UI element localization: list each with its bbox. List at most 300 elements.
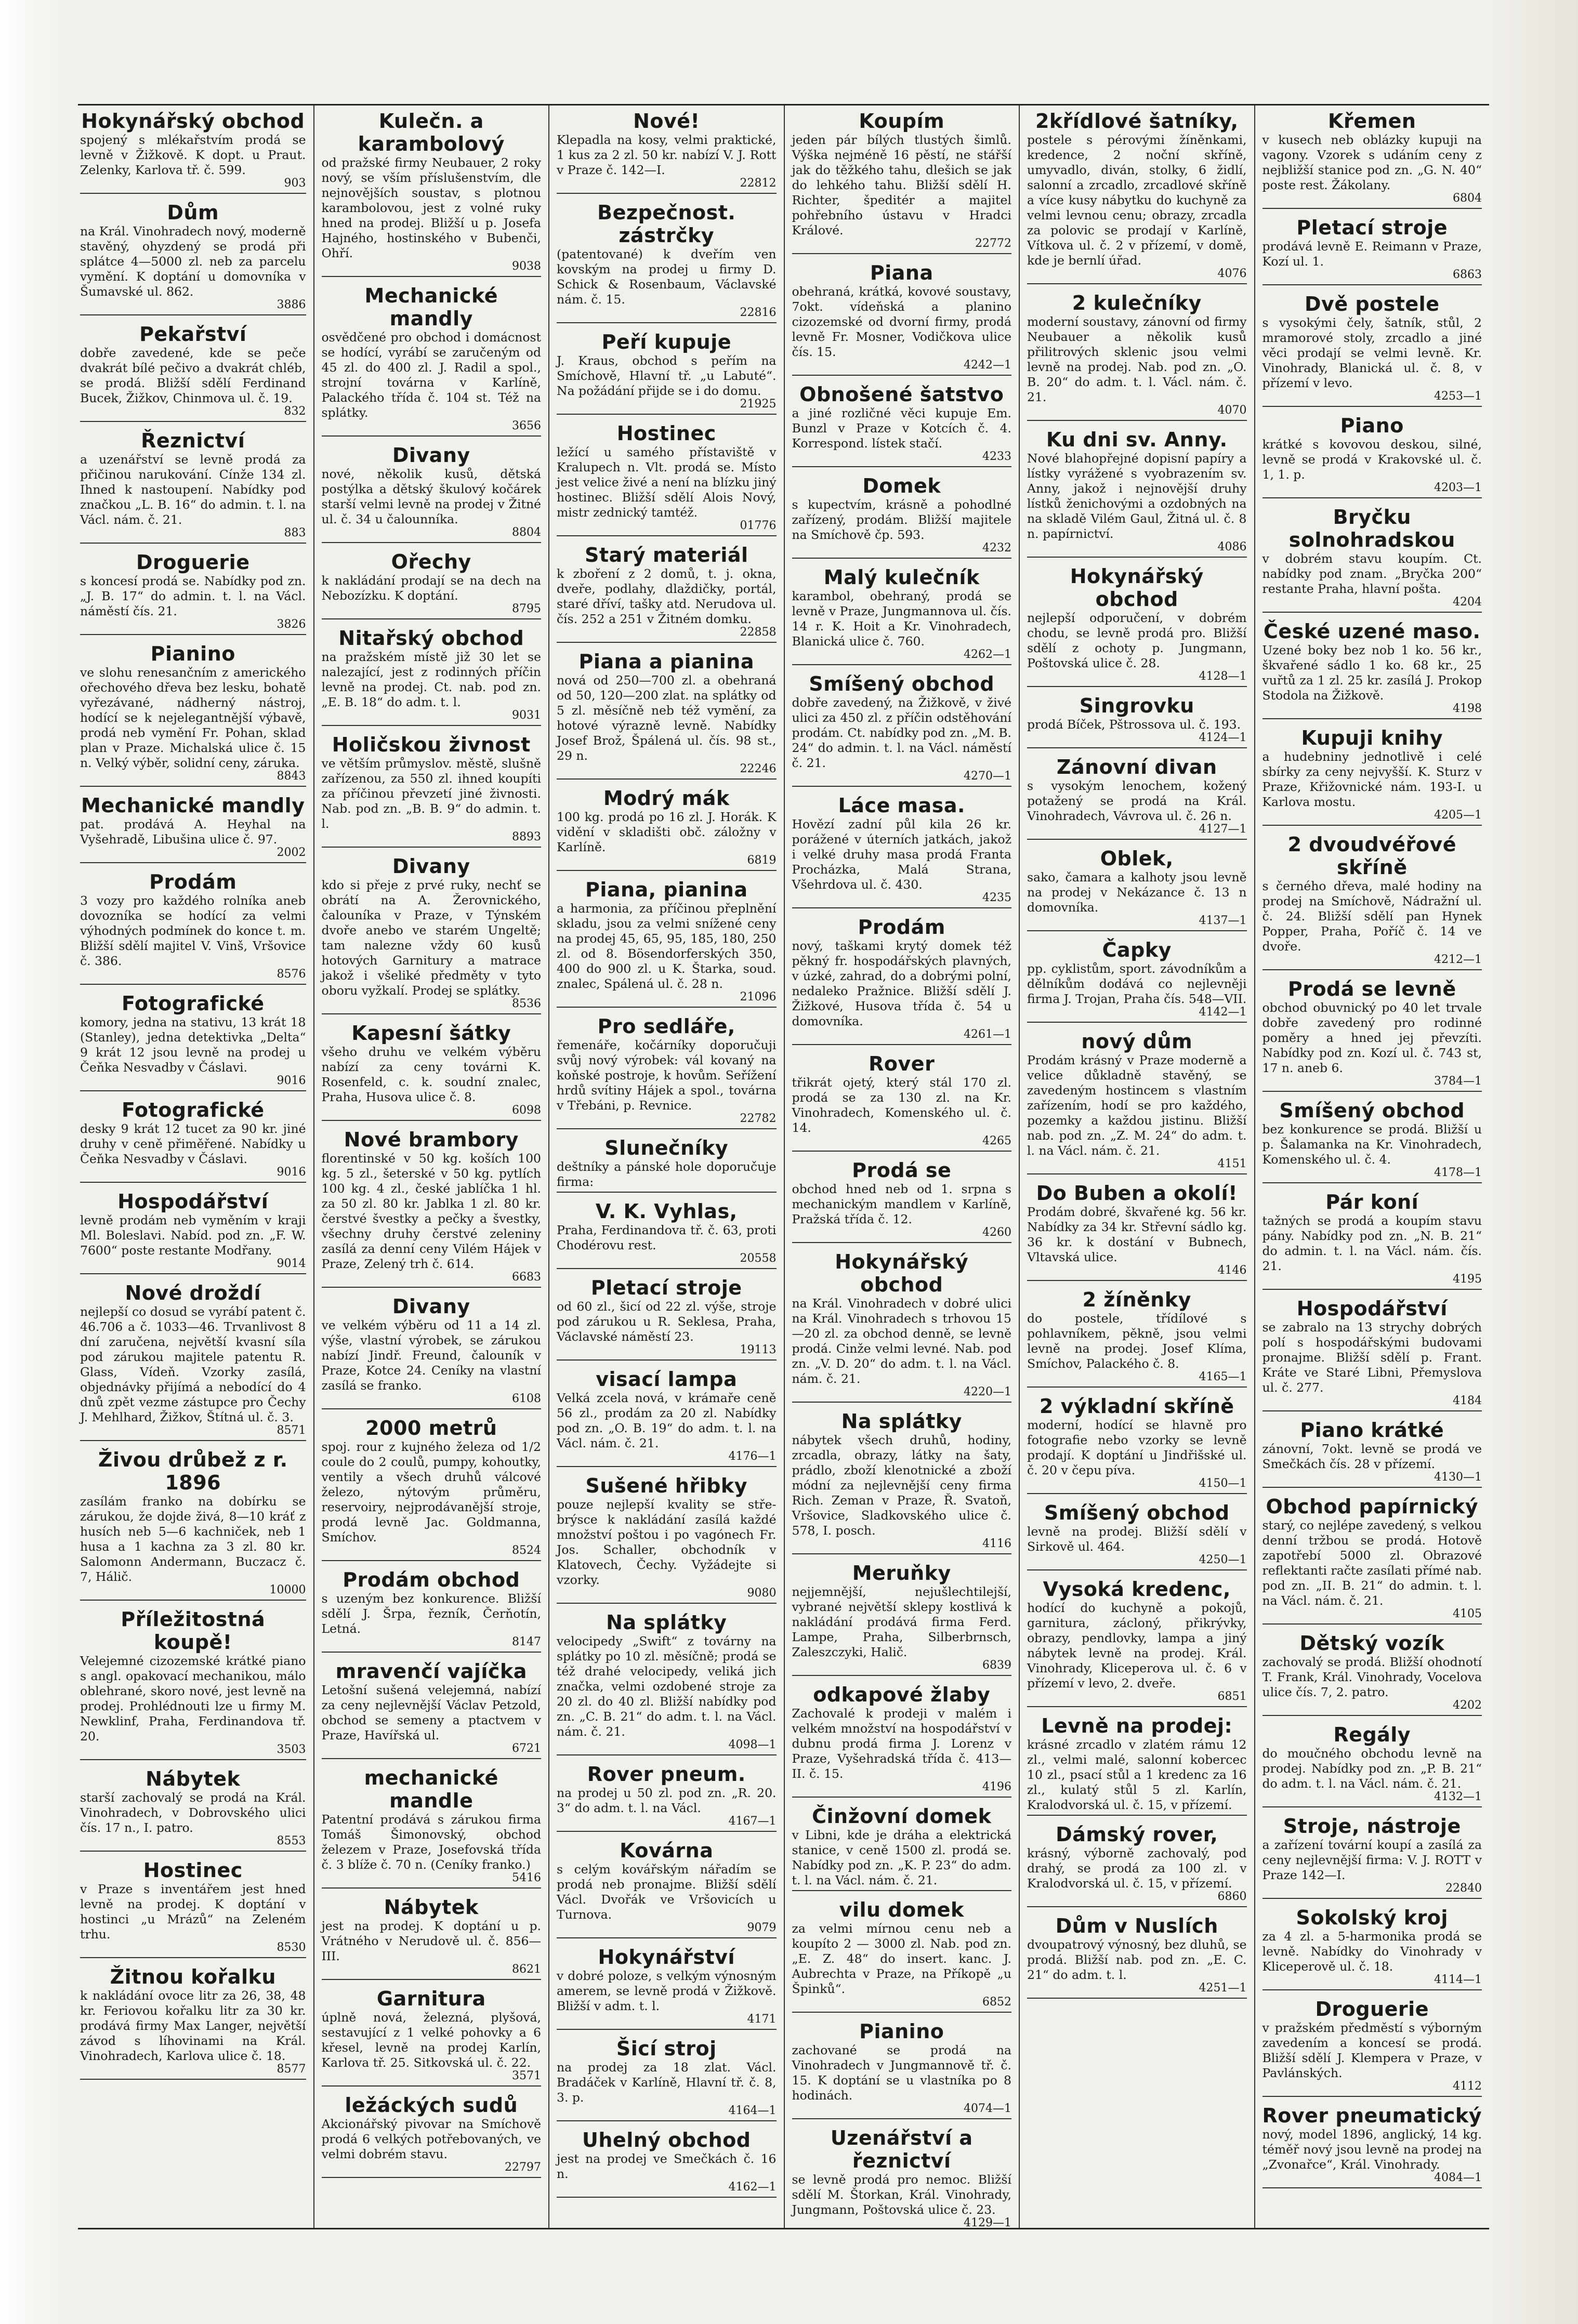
- ad-body: komory, jedna na stativu, 13 krát 18 (Stanley), jedna detektivka „Delta“ 9 krát 12 jsou levně na prodej u Čeňka Nesvadby v Čáslavi.: [80, 1015, 306, 1075]
- ad-title: Láce masa.: [838, 794, 965, 817]
- ad-body: v Praze s inventářem jest hned levně na prodej. K doptání v hostinci „u Mrázů“ na Zeleném trhu.: [80, 1882, 306, 1942]
- ad-reference-number: 4262—1: [964, 648, 1011, 661]
- ad-reference-number: 5416: [512, 1871, 541, 1884]
- ad-reference-number: 4251—1: [1199, 1982, 1247, 1995]
- ad-title: 2 dvoudvéřové skříně: [1287, 833, 1456, 879]
- ad-body: krátké s kovovou deskou, silné, levně se prodá v Krakovské ul. č. 1, 1. p.: [1262, 437, 1482, 482]
- ad-reference-number: 4098—1: [728, 1738, 777, 1751]
- ad-title: Do Buben a okolí!: [1036, 1182, 1238, 1205]
- ad-divider: [1263, 1623, 1482, 1625]
- ad-reference-number: 22858: [740, 626, 777, 639]
- ad-body: krásné zrcadlo v zlatém rámu 12 zl., velmi malé, salonní kobercec 10 zl., psací stůl a 1 kredenc za 16 zl., kulatý stůl 5 zl. Karlín, Kralodvorská ul. č. 15, v přízemí.: [1027, 1737, 1247, 1812]
- classified-ad: [792, 672, 1012, 787]
- classified-ad: [792, 474, 1012, 559]
- ad-title: Fotografické: [122, 1099, 265, 1121]
- ad-body: nový, taškami krytý domek též pěkný fr. hospodářských plavných, v úzké, zahrad, do a dobrými polní, nedaleko Pražnice. Bližší sdělí J. Žižkové, Husova třída č. 54 u domovníka.: [792, 939, 1011, 1028]
- classified-ad: [557, 1763, 777, 1832]
- ad-divider: [1263, 718, 1482, 719]
- ad-title: Sokolský kroj: [1296, 1906, 1448, 1929]
- classified-ad: [322, 855, 542, 1014]
- classified-ad: [1027, 1578, 1247, 1707]
- ad-divider: [1027, 1998, 1247, 1999]
- ad-reference-number: 3503: [277, 1743, 306, 1756]
- ad-divider: [792, 1242, 1012, 1243]
- ad-reference-number: 8795: [512, 602, 541, 615]
- ad-reference-number: 22772: [975, 237, 1011, 250]
- ad-body: v dobrém stavu koupím. Ct. nabídky pod znam. „Bryčka 200“ restante Praha, hlavní pošta.: [1262, 551, 1482, 596]
- classified-ad: [1263, 1495, 1482, 1625]
- ad-body: s černého dřeva, malé hodiny na prodej na Smíchově, Nádražní ul. č. 24. Bližší sdělí pan Hynek Popper, Praha, Poříč č. 14 ve dvoře.: [1262, 879, 1482, 954]
- ad-body: a harmonia, za příčinou přeplnění skladu, jsou za velmi snížené ceny na prodej 45, 65, 95, 185, 180, 250 zl. od 8. Bösendorferských 350, 400 do 900 zl. u K. Štarka, soud. znalec, Spálená ul. č. 28 n.: [557, 901, 777, 991]
- ad-title: Divany: [392, 1295, 470, 1318]
- ad-divider: [80, 634, 306, 635]
- classified-ad: [792, 2020, 1012, 2119]
- ad-title: Příležitostná koupě!: [121, 1608, 266, 1654]
- classified-ad: [1027, 1914, 1247, 1999]
- ad-title: 2000 metrů: [365, 1417, 497, 1440]
- ad-body: pouze nejlepší kvality se stře-brýsce k nakládání zasílá každé množství poštou i po vagónech Fr. Jos. Schaller, obchodník v Klatovech, Čechy. Vyžádejte si vzorky.: [557, 1497, 777, 1587]
- ad-reference-number: 4114—1: [1434, 1973, 1482, 1986]
- ad-body: tažných se prodá a koupím stavu pány. Nabídky pod zn. „N. B. 21“ do admin. t. l. na Václ. nám. čís. 21.: [1262, 1213, 1482, 1273]
- classified-ad: [792, 261, 1012, 376]
- ad-reference-number: 4116: [982, 1537, 1011, 1550]
- classified-ad: [557, 1946, 777, 2030]
- ad-body: v pražském předměstí s výborným zavedením a koncesí se prodá. Bližší sdělí J. Klempera v Praze, v Pavlánských.: [1262, 2021, 1482, 2080]
- classified-ad: [557, 1015, 777, 1129]
- ad-body: a zařízení tovární koupí a zasílá za ceny nejlevnější firma: V. J. ROTT v Praze 142—I.: [1262, 1838, 1482, 1882]
- ad-title: Žitnou kořalku: [110, 1965, 276, 1988]
- classified-ad: [557, 201, 777, 323]
- classified-ad: [80, 642, 306, 787]
- classified-ad: [1027, 1501, 1247, 1570]
- ad-title: Piano krátké: [1300, 1419, 1444, 1442]
- classified-ad: [1027, 428, 1247, 558]
- classified-ad: [322, 627, 542, 726]
- ad-body: starší zachovalý se prodá na Král. Vinohradech, v Dobrovského ulici čís. 17 n., I. patro.: [80, 1790, 306, 1835]
- ad-reference-number: 4142—1: [1199, 1006, 1247, 1019]
- ad-title: Hospodářství: [1296, 1297, 1448, 1320]
- ad-reference-number: 4084—1: [1434, 2171, 1482, 2184]
- ad-reference-number: 8576: [277, 968, 306, 981]
- ad-reference-number: 9016: [277, 1074, 306, 1087]
- ad-body: v Libni, kde je dráha a elektrická stanice, v ceně 1500 zl. prodá se. Nabídky pod zn. „K. P. 23“ do adm. t. l. na Václ. nám. č. 21.: [792, 1828, 1011, 1887]
- ad-divider: [792, 2012, 1012, 2013]
- ad-body: Hovězí zadní půl kila 26 kr. porážené v úterních jatkách, jakož i velké druhy masa prodá Franta Procházka, Malá Strana, Všehrdova ul. č. 430.: [792, 817, 1011, 892]
- ad-divider: [557, 1007, 777, 1008]
- classified-ad: [1263, 1906, 1482, 1990]
- ad-divider: [1027, 1569, 1247, 1570]
- ad-reference-number: 4204: [1453, 596, 1482, 609]
- ad-title: Mechanické mandly: [364, 284, 498, 330]
- ad-divider: [80, 862, 306, 863]
- ad-divider: [322, 1287, 542, 1288]
- classified-ad: [1263, 978, 1482, 1092]
- classified-ad: [322, 1568, 542, 1653]
- classified-ad: [1263, 414, 1482, 498]
- ad-title: Divany: [392, 855, 470, 878]
- ad-body: 3 vozy pro každého rolníka aneb dovozníka se hodící za velmi výhodných podmínek do konce t. m. Bližší sdělí majitel V. Vinš, Vršovice č. 386.: [80, 893, 306, 968]
- classified-ad: [80, 323, 306, 422]
- ad-reference-number: 9080: [747, 1587, 777, 1600]
- ad-body: se levně prodá pro nemoc. Bližší sdělí M. Štorkan, Král. Vinohrady, Jungmann, Poštovská ulice č. 23.: [792, 2172, 1011, 2217]
- ad-reference-number: 4205—1: [1434, 809, 1482, 822]
- classified-ad: [80, 1965, 306, 2080]
- ad-divider: [1263, 2096, 1482, 2097]
- classified-ad: [1263, 727, 1482, 826]
- classified-ad: [1027, 1823, 1247, 1907]
- ad-divider: [557, 1754, 777, 1755]
- ad-title: Obchod papírnický: [1266, 1495, 1479, 1518]
- ad-title: Nábytek: [384, 1896, 479, 1919]
- ad-body: nový, model 1896, anglický, 14 kg. téměř nový jsou levně na prodej na „Zvonařce“, Král. Vinohrady.: [1262, 2127, 1482, 2172]
- ad-body: obehraná, krátká, kovové soustavy, 7okt. vídeňská a planino cizozemské od dvorní firmy, prodá levně Fr. Mosner, Vodičkova ulice čís. 15.: [792, 284, 1011, 359]
- ad-body: s celým kovářským nářadím se prodá neb pronajme. Bližší sdělí Václ. Dvořák ve Vršovicích u Turnova.: [557, 1862, 777, 1922]
- ad-divider: [1027, 747, 1247, 748]
- ad-body: Zachovalé k prodeji v malém i velkém množství na hospodářství v dubnu prodá firma J. Lorenz v Praze, Vyšehradská třída č. 413—II. č. 15.: [792, 1706, 1011, 1781]
- ad-title: Rover pneumatický: [1262, 2104, 1482, 2127]
- ad-divider: [557, 1268, 777, 1269]
- ad-reference-number: 4196: [982, 1780, 1011, 1793]
- ad-body: starý, co nejlépe zavedený, s velkou denní tržbou se prodá. Hotově zapotřebí 5000 zl. Obrazové reflektanti račte zasílati přímé nab. pod zn. „II. B. 21“ do admin. t. l. na Václ. nám. č. 21.: [1262, 1518, 1482, 1608]
- ad-title: V. K. Vyhlas,: [595, 1200, 738, 1223]
- ad-reference-number: 4164—1: [728, 2104, 777, 2117]
- classified-ad: [1263, 1998, 1482, 2097]
- ad-reference-number: 8536: [512, 997, 541, 1010]
- ad-column-2: [313, 105, 549, 2228]
- ad-reference-number: 3656: [512, 419, 541, 432]
- ad-reference-number: 4124—1: [1199, 731, 1247, 744]
- classified-ad: [1027, 694, 1247, 748]
- ad-body: zachovalý se prodá. Bližší ohodnotí T. Frank, Král. Vinohrady, Vocelova ulice čís. 7, 2. patro.: [1262, 1655, 1482, 1699]
- ad-body: nové, několik kusů, dětská postýlka a dětský škulový kočárek starší velmi levně na prodej v Žitné ul. č. 34 u čalounníka.: [321, 467, 541, 526]
- ad-body: třikrát ojetý, který stál 170 zl. prodá se za 130 zl. na Kr. Vinohradech, Komenského ul. č. 14.: [792, 1075, 1011, 1135]
- ad-title: 2 výkladní skříně: [1039, 1395, 1234, 1418]
- ad-title: Mechanické mandly: [81, 794, 305, 817]
- ad-divider: [1263, 2187, 1482, 2188]
- classified-ad: [792, 383, 1012, 467]
- ad-divider: [1027, 1280, 1247, 1281]
- ad-divider: [792, 664, 1012, 665]
- ad-body: pat. prodává A. Heyhal na Vyšehradě, Libušina ulice č. 97.: [80, 817, 306, 847]
- ad-title: Čapky: [1102, 939, 1172, 961]
- classified-ad: [322, 1896, 542, 1980]
- ad-body: ve velkém výběru od 11 a 14 zl. výše, vlastní výrobek, se zárukou nabízí Jindř. Freund, čalouník v Praze, Kotce 24. Ceníky na vlastní zasílá se franko.: [321, 1318, 541, 1393]
- ad-reference-number: 4150—1: [1199, 1477, 1247, 1490]
- ad-title: Pekařství: [139, 323, 247, 346]
- ad-divider: [1263, 1989, 1482, 1990]
- ad-title: Hokynářství: [598, 1946, 735, 1969]
- ad-body: kdo si přeje z prvé ruky, nechť se obrátí na A. Žerovnického, čalouníka v Praze, v Týnském dvoře anebo ve starém Ungeltě; tam nalezne vždy 60 kusů hotových Garnitury a matrace jakož i všeliké předměty v tyto oboru vyžkalí. Prodej se splátky.: [321, 878, 541, 998]
- classified-ad: [792, 1159, 1012, 1243]
- ad-reference-number: 20558: [740, 1252, 777, 1265]
- ad-reference-number: 4112: [1453, 2080, 1482, 2093]
- ad-reference-number: 4127—1: [1199, 823, 1247, 836]
- ad-title: Obnošené šatstvo: [799, 383, 1004, 406]
- ad-reference-number: 3886: [277, 298, 306, 311]
- ad-divider: [322, 1013, 542, 1014]
- classified-ad: [1263, 216, 1482, 285]
- ad-divider: [80, 2079, 306, 2080]
- classified-ad: [1263, 620, 1482, 719]
- ad-body: bez konkurence se prodá. Bližší u p. Šalamanka na Kr. Vinohradech, Komenského ul. č. 4.: [1262, 1122, 1482, 1167]
- classified-ad: [557, 1368, 777, 1467]
- ad-title: Bryčku solnohradskou: [1288, 506, 1455, 551]
- classified-ad: [557, 1276, 777, 1361]
- ad-reference-number: 9031: [512, 709, 541, 722]
- ad-title: Bezpečnost. zástrčky: [597, 201, 736, 247]
- ad-body: nejjemnější, nejušlechtilejší, vybrané největší sklepy kostlivá k nakládání prodává firma Ferd. Lampe, Praha, Silberbrnsch, Zaleszczyki, Halič.: [792, 1584, 1011, 1659]
- ad-title: Hospodářství: [117, 1190, 269, 1213]
- ad-title: Pletací stroje: [1296, 216, 1448, 239]
- ad-title: Levně na prodej:: [1041, 1714, 1233, 1737]
- ad-title: Domek: [862, 474, 941, 497]
- ad-title: Dům: [167, 201, 219, 224]
- ad-body: na prodej za 18 zlat. Václ. Bradáček v Karlíně, Hlavní tř. č. 8, 3. p.: [557, 2060, 777, 2105]
- ad-title: Nové brambory: [344, 1128, 519, 1151]
- ad-divider: [80, 1957, 306, 1958]
- ad-reference-number: 21925: [740, 398, 777, 411]
- ad-divider: [1027, 930, 1247, 931]
- ad-column-4: [784, 105, 1019, 2228]
- ad-reference-number: 4270—1: [964, 770, 1011, 783]
- ad-divider: [80, 1600, 306, 1601]
- classified-ad: [1263, 1297, 1482, 1411]
- ad-divider: [792, 907, 1012, 908]
- classified-ad: [80, 794, 306, 863]
- ad-divider: [322, 1979, 542, 1980]
- ad-body: do moučného obchodu levně na prodej. Nabídky pod zn. „P. B. 21“ do adm. t. l. na Václ. nám. č. 21.: [1262, 1746, 1482, 1791]
- ad-title: Peří kupuje: [601, 331, 731, 353]
- classified-ad: [1263, 1815, 1482, 1899]
- ad-body: a jiné rozličné věci kupuje Em. Bunzl v Praze v Kotcích č. 4. Korrespond. lístek stačí.: [792, 406, 1011, 451]
- ad-title: Rover pneum.: [587, 1763, 746, 1786]
- ad-title: Nové droždí: [125, 1282, 261, 1304]
- ad-reference-number: 4151: [1217, 1157, 1247, 1170]
- ad-divider: [557, 193, 777, 194]
- ad-divider: [792, 253, 1012, 254]
- classified-ad: [1027, 1030, 1247, 1174]
- ad-title: Uzenářství a řeznictví: [830, 2127, 973, 2172]
- ad-body: od pražské firmy Neubauer, 2 roky nový, se vším příslušenstvím, dle nejnovějších soustav, s plotnou karambolovou, jest z volné ruky hned na prodej. Bližší u p. Josefa Hajného, hostinského v Bubenči, Ohří.: [321, 155, 541, 260]
- classified-ad: [557, 331, 777, 415]
- ad-title: Fotografické: [122, 992, 265, 1015]
- ad-reference-number: 4242—1: [964, 359, 1011, 372]
- ad-divider: [557, 870, 777, 871]
- ad-title: Piano: [1340, 414, 1404, 437]
- ad-body: Akcionářský pivovar na Smíchově prodá 6 velkých potřebovaných, ve velmi dobrém stavu.: [321, 2117, 541, 2161]
- classified-ad: [1027, 939, 1247, 1023]
- ad-body: zachované se prodá na Vinohradech v Jungmannově tř. č. 15. K doptání se u vlastníka po 8 hodinách.: [792, 2043, 1011, 2103]
- ad-body: jest na prodej. K doptání u p. Vrátného v Nerudově ul. č. 856—III.: [321, 1919, 541, 1963]
- classified-ad: [80, 1608, 306, 1760]
- ad-title: Malý kulečník: [823, 566, 980, 589]
- ad-divider: [322, 1887, 542, 1889]
- classified-ad: [1263, 110, 1482, 209]
- classified-ad: [1263, 1632, 1482, 1716]
- ad-body: jest na prodej ve Smečkách č. 16 n.: [557, 2151, 777, 2181]
- classified-ad: [80, 201, 306, 315]
- ad-divider: [557, 1466, 777, 1467]
- classified-ad: [1027, 1182, 1247, 1281]
- classified-ad: [1263, 293, 1482, 407]
- classified-ad: [557, 1200, 777, 1269]
- ad-body: spoj. rour z kujného železa od 1/2 coule do 2 coulů, pumpy, kohoutky, ventily a všech druhů válcové železo, nýtovým průměru, reservoiry, nejprodávanější stroje, prodá levně Jac. Goldmanna, Smíchov.: [321, 1440, 541, 1544]
- ad-title: Vysoká kredenc,: [1043, 1578, 1231, 1601]
- ad-divider: [1263, 1806, 1482, 1807]
- classified-ad: [80, 1859, 306, 1958]
- ad-divider: [322, 2085, 542, 2087]
- ad-divider: [557, 1128, 777, 1129]
- classified-ad: [1263, 1723, 1482, 1807]
- ad-reference-number: 8530: [277, 1941, 306, 1954]
- ad-reference-number: 4130—1: [1434, 1471, 1482, 1484]
- ad-divider: [1263, 1715, 1482, 1716]
- classified-ad: [322, 1987, 542, 2087]
- ad-body: všeho druhu ve velkém výběru nabízí za ceny továrni K. Rosenfeld, c. k. soudní znalec, Praha, Husova ulice č. 8.: [321, 1045, 541, 1104]
- ad-title: Na splátky: [841, 1410, 962, 1433]
- ad-reference-number: 4198: [1453, 702, 1482, 715]
- ad-body: na prodej u 50 zl. pod zn. „R. 20. 3“ do adm. t. l. na Václ.: [557, 1786, 777, 1815]
- ad-title: České uzené maso.: [1264, 620, 1481, 643]
- ad-title: Stroje, nástroje: [1283, 1815, 1461, 1838]
- ad-divider: [80, 1851, 306, 1852]
- classified-ad: [322, 733, 542, 848]
- ad-divider: [557, 1937, 777, 1938]
- ad-divider: [80, 193, 306, 194]
- classified-ad: [1263, 833, 1482, 970]
- ad-column-1: [78, 105, 313, 2228]
- ad-reference-number: 4176—1: [728, 1450, 777, 1463]
- classified-ad: [557, 787, 777, 871]
- ad-body: karambol, obehraný, prodá se levně v Praze, Jungmannova ul. čís. 14 r. K. Hoit a Kr. Vinohradech, Blanická ulice č. 760.: [792, 589, 1011, 649]
- ad-body: Prodám krásný v Praze moderně a velice důkladně stavěný, se zavedeným hostincem s vlastním zařízením, hodí se pro každého, pozemky a každou jistinu. Bližší nab. pod zn. „Z. M. 24“ do adm. t. l. na Václ. nám. č. 21.: [1027, 1053, 1247, 1158]
- ad-reference-number: 8804: [512, 526, 541, 539]
- classified-ad: [322, 284, 542, 437]
- classified-ad: [322, 1766, 542, 1889]
- ad-divider: [322, 1120, 542, 1121]
- ad-divider: [1027, 1387, 1247, 1388]
- ad-body: k zboření z 2 domů, t. j. okna, dveře, podlahy, dlaždičky, portál, staré dříví, tašky atd. Nerudova ul. čís. 252 a 251 v Žitném domku.: [557, 566, 777, 626]
- ad-title: Divany: [392, 444, 470, 467]
- ad-body: za 4 zl. a 5-harmonika prodá se levně. Nabídky do Vinohrady v Kliceperově ul. č. 18.: [1262, 1929, 1482, 1974]
- classified-ad: [557, 650, 777, 780]
- classified-ad: [557, 1839, 777, 1938]
- ad-reference-number: 6721: [512, 1742, 541, 1755]
- classified-ad: [1027, 1395, 1247, 1494]
- ad-title: Prodám obchod: [343, 1568, 520, 1591]
- ad-divider: [80, 1440, 306, 1441]
- ad-divider: [792, 786, 1012, 787]
- ad-body: s kupectvím, krásně a pohodlné zařízený, prodám. Bližší majitele na Smíchově čp. 593.: [792, 497, 1011, 542]
- classified-ad: [80, 1448, 306, 1601]
- classified-ad: [557, 1474, 777, 1604]
- ad-reference-number: 8843: [277, 770, 306, 783]
- ad-divider: [792, 1553, 1012, 1554]
- ad-title: Hostinec: [143, 1859, 243, 1882]
- ad-body: velocipedy „Swift“ z továrny na splátky po 10 zl. měsíčně; prodá se též drahé velocipedy, veliká jich značka, velmi ozdobené stroje za 20 zl. do 40 zl. Bližší nabídky pod zn. „C. B. 21“ do adm. t. l. na Václ. nám. č. 21.: [557, 1634, 777, 1739]
- ad-body: Velejemné cizozemské krátké piano s angl. opakovací mechanikou, málo oblehrané, skoro nové, jest levně na prodej. Prohlédnouti lze u firmy M. Newklinf, Praha, Ferdinandova tř. 20.: [80, 1654, 306, 1744]
- ad-title: Ku dni sv. Anny.: [1046, 428, 1228, 451]
- ad-reference-number: 8524: [512, 1544, 541, 1557]
- classified-ad: [792, 1250, 1012, 1403]
- ad-body: desky 9 krát 12 tucet za 90 kr. jiné druhy v ceně přiměřené. Nabídky u Čeňka Nesvadby v Čáslavi.: [80, 1121, 306, 1166]
- ad-divider: [80, 421, 306, 422]
- classified-ad: [1263, 1099, 1482, 1183]
- classified-ad: [792, 110, 1012, 254]
- ad-reference-number: 4253—1: [1434, 390, 1482, 403]
- ad-title: Kupuji knihy: [1301, 727, 1443, 749]
- ad-reference-number: 3826: [277, 618, 306, 631]
- ad-divider: [557, 1359, 777, 1361]
- ad-divider: [80, 314, 306, 315]
- classified-ad: [792, 794, 1012, 908]
- ad-body: 100 kg. prodá po 16 zl. J. Horák. K vidění v skladišti obč. záložny v Karlíně.: [557, 810, 777, 854]
- ad-reference-number: 6108: [512, 1392, 541, 1405]
- ad-divider: [792, 1890, 1012, 1891]
- classified-ad: [322, 1417, 542, 1561]
- ad-body: obchod hned neb od 1. srpna s mechanickým mandlem v Karlíně, Pražská třída č. 12.: [792, 1182, 1011, 1226]
- classified-ad: [322, 2094, 542, 2178]
- ad-body: deštníky a pánské hole doporučuje firma:: [557, 1159, 777, 1189]
- ad-divider: [80, 1759, 306, 1760]
- ad-title: Šicí stroj: [616, 2037, 717, 2060]
- ad-divider: [792, 1151, 1012, 1152]
- classified-ad: [80, 870, 306, 985]
- ad-title: vilu domek: [839, 1898, 964, 1921]
- ad-title: Hokynářský obchod: [1070, 565, 1204, 611]
- ad-reference-number: 4086: [1217, 540, 1247, 553]
- ad-divider: [1027, 839, 1247, 840]
- ad-reference-number: 4232: [982, 542, 1011, 554]
- ad-body: Klepadla na kosy, velmi praktické, 1 kus za 2 zl. 50 kr. nabízí V. J. Rott v Praze č. 142—I.: [557, 133, 777, 177]
- ad-title: Piana, pianina: [585, 878, 748, 901]
- ad-reference-number: 4212—1: [1434, 953, 1482, 966]
- ad-title: Slunečníky: [604, 1137, 729, 1159]
- classified-ad: [322, 1022, 542, 1121]
- ad-divider: [1027, 1815, 1247, 1816]
- classified-ad: [557, 544, 777, 643]
- ad-reference-number: 6851: [1217, 1690, 1247, 1703]
- ad-reference-number: 4137—1: [1199, 914, 1247, 927]
- classified-ad: [1263, 1191, 1482, 1290]
- ad-divider: [1263, 1487, 1482, 1488]
- classified-ad: [80, 110, 306, 194]
- ad-body: ležící u samého přístaviště v Kralupech n. Vlt. prodá se. Místo jest velice živé a není na blízku jiný hostinec. Bližší sdělí Alois Nový, mistr zednický tamtéž.: [557, 445, 777, 520]
- classified-ad: [557, 2129, 777, 2198]
- ad-reference-number: 3571: [512, 2069, 541, 2082]
- ad-reference-number: 6683: [512, 1271, 541, 1284]
- classified-ad: [80, 992, 306, 1091]
- ad-body: osvědčené pro obchod i domácnost se hodící, vyrábí se zaručeným od 45 zl. do 400 zl. J. Radil a spol., strojní továrna v Karlíně, Palackého třída č. 104 st. Též na splátky.: [321, 330, 541, 420]
- ad-title: Rover: [869, 1052, 935, 1075]
- ad-title: Kovárna: [620, 1839, 714, 1862]
- ad-reference-number: 6804: [1453, 192, 1482, 205]
- ad-title: Starý materiál: [584, 544, 748, 566]
- ad-title: nový dům: [1081, 1030, 1193, 1053]
- ad-title: Modrý mák: [603, 787, 730, 810]
- ad-body: k nakládání prodají se na dech na Nebozízku. K doptání.: [321, 573, 541, 603]
- ad-title: Pianino: [859, 2020, 944, 2043]
- ad-body: s vysokým lenochem, kožený potažený se prodá na Král. Vinohradech, Vávrova ul. č. 26 n.: [1027, 778, 1247, 823]
- ad-reference-number: 4250—1: [1199, 1553, 1247, 1566]
- ad-reference-number: 6852: [982, 1996, 1011, 2009]
- ad-reference-number: 4076: [1217, 267, 1247, 280]
- ad-body: moderní soustavy, zánovní od firmy Neubauer a několik kusů přilitrových sklenic jsou velmi levně na prodej. Nab. pod zn. „O. B. 20“ do adm. t. l. Václ. nám. č. 21.: [1027, 314, 1247, 404]
- ad-title: Hostinec: [616, 422, 716, 445]
- ad-title: Regály: [1333, 1723, 1411, 1746]
- ad-title: Zánovní divan: [1056, 756, 1217, 778]
- ad-divider: [557, 642, 777, 643]
